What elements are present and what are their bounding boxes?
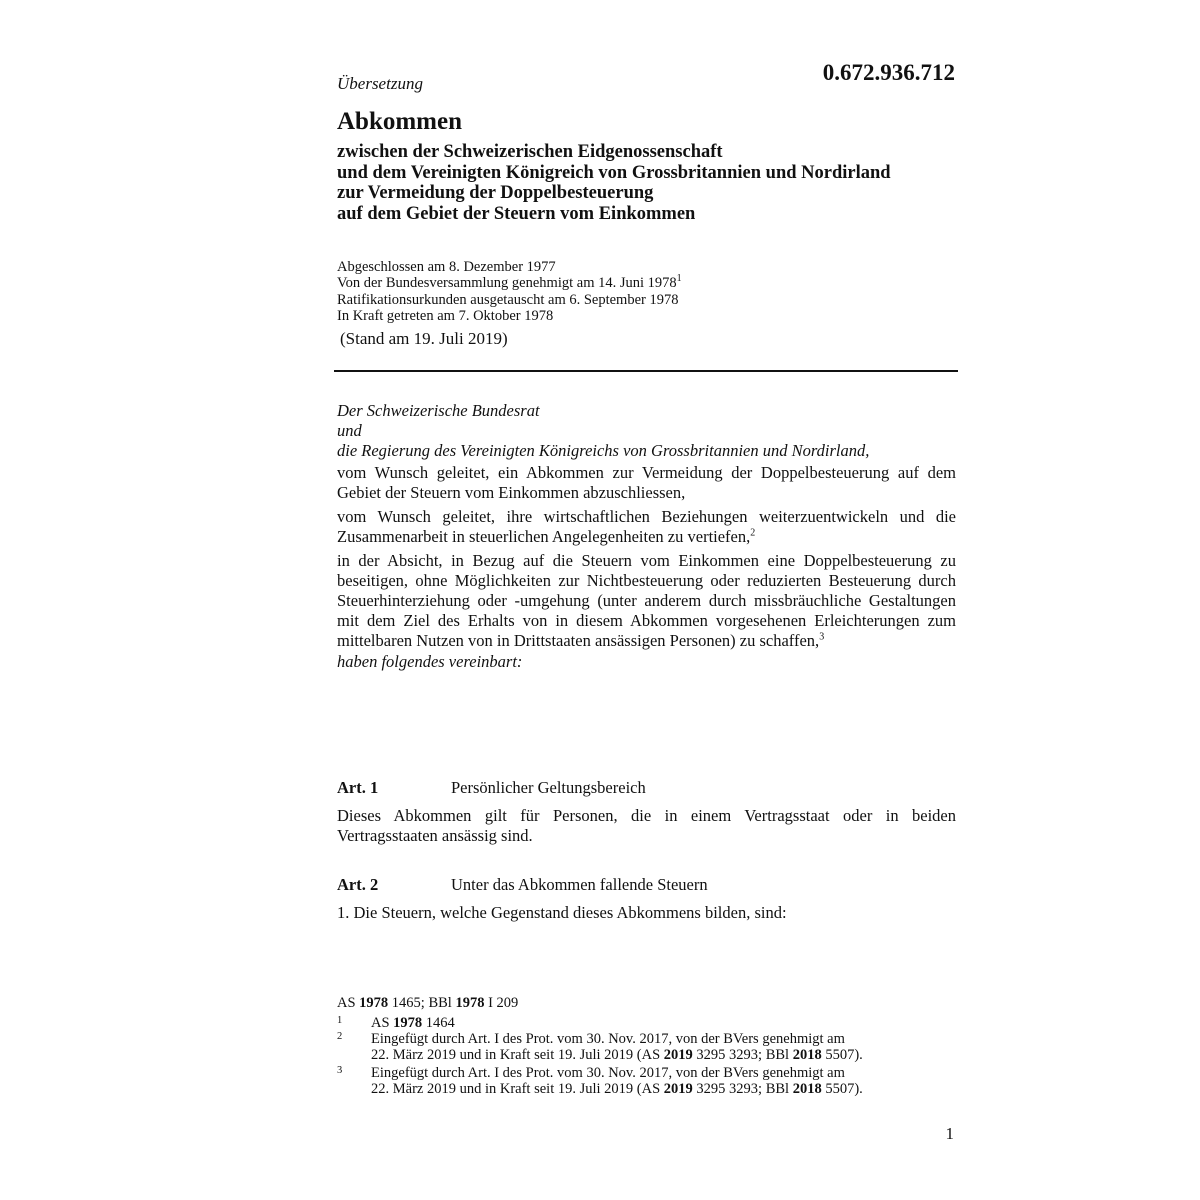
header-divider bbox=[334, 370, 958, 372]
dates-block bbox=[337, 259, 682, 324]
footnote-text-part: 3295 3293; BBl bbox=[692, 1046, 793, 1063]
article-text: 1. Die Steuern, welche Gegenstand dieses Abkommens bilden, sind: bbox=[337, 903, 787, 922]
footnote-text-part: AS bbox=[371, 1015, 394, 1031]
footnote-ref: 2 bbox=[750, 527, 756, 539]
document-subtitle bbox=[337, 142, 891, 224]
footnote-line: Eingefügt durch Art. I des Prot. vom 30. Nov. 2017, von der BVers genehmigt am bbox=[371, 1031, 845, 1047]
article-title: Persönlicher Geltungsbereich bbox=[451, 778, 646, 797]
footnote-line bbox=[371, 1048, 961, 1064]
preamble-paragraph-text: in der Absicht, in Bezug auf die Steuern vom Einkommen eine Doppelbesteuerung zu beseitigen, ohne Möglichkeiten zur Nichtbesteuerung oder reduzierten Besteuerung durch Steuerhinterziehung oder -umgehung (unter anderem durch missbräuchliche Gestaltungen mit dem Ziel des Erhalts von in diesem Abkommen vorgesehenen Erleichterungen zum mittelbaren Nutzen von in Drittstaaten ansässigen Personen) zu schaffen, bbox=[337, 551, 956, 650]
preamble-and: und bbox=[337, 421, 362, 440]
footnote-year: 2019 bbox=[663, 1046, 693, 1063]
article-heading bbox=[337, 778, 646, 798]
subtitle-line: und dem Vereinigten Königreich von Grossbritannien und Nordirland bbox=[337, 162, 891, 183]
source-text: AS bbox=[337, 995, 360, 1011]
footnote-ref: 3 bbox=[819, 631, 825, 643]
source-text: I 209 bbox=[484, 995, 519, 1011]
date-ratified: Ratifikationsurkunden ausgetauscht am 6. September 1978 bbox=[337, 291, 679, 308]
source-text: 1465; BBl bbox=[388, 995, 456, 1011]
footnote bbox=[337, 1032, 961, 1063]
source-reference bbox=[337, 995, 518, 1012]
preamble-paragraph-text: vom Wunsch geleitet, ihre wirtschaftlichen Beziehungen weiterzuentwickeln und die Zusammenarbeit in steuerlichen Angelegenheiten zu vertiefen, bbox=[337, 507, 956, 546]
sr-number: 0.672.936.712 bbox=[822, 60, 955, 85]
date-in-force: In Kraft getreten am 7. Oktober 1978 bbox=[337, 307, 554, 324]
footnote bbox=[337, 1066, 961, 1097]
article-title: Unter das Abkommen fallende Steuern bbox=[451, 875, 708, 894]
date-approved bbox=[337, 275, 682, 291]
footnote-mark: 1 bbox=[337, 1015, 343, 1026]
status-date: (Stand am 19. Juli 2019) bbox=[340, 329, 508, 348]
preamble-paragraph: vom Wunsch geleitet, ein Abkommen zur Vermeidung der Doppelbesteuerung auf dem Gebiet der Steuern vom Einkommen abzuschliessen, bbox=[337, 463, 956, 502]
article-number: Art. 1 bbox=[337, 778, 379, 797]
preamble-agreed: haben folgendes vereinbart: bbox=[337, 652, 523, 671]
footnote-mark: 3 bbox=[337, 1065, 343, 1076]
footnote-mark: 2 bbox=[337, 1031, 343, 1042]
preamble bbox=[337, 401, 956, 672]
footnote-year: 2018 bbox=[792, 1046, 822, 1063]
source-year: 1978 bbox=[359, 995, 389, 1011]
footnote-year: 1978 bbox=[393, 1015, 423, 1031]
article-heading bbox=[337, 875, 708, 895]
footnote-text-part: 22. März 2019 und in Kraft seit 19. Juli 2019 (AS bbox=[371, 1080, 664, 1097]
article-text: Dieses Abkommen gilt für Personen, die in einem Vertragsstaat oder in beiden Vertragsstaaten ansässig sind. bbox=[337, 806, 956, 845]
footnote-line: Eingefügt durch Art. I des Prot. vom 30. Nov. 2017, von der BVers genehmigt am bbox=[371, 1065, 845, 1081]
footnote-ref: 1 bbox=[676, 273, 682, 285]
footnote-text-part: 1464 bbox=[422, 1015, 455, 1031]
footnote-line bbox=[371, 1082, 961, 1098]
document-title: Abkommen bbox=[337, 108, 463, 135]
footnote-text bbox=[371, 1032, 961, 1063]
preamble-paragraph bbox=[337, 507, 956, 547]
footnote-text-part: 22. März 2019 und in Kraft seit 19. Juli 2019 (AS bbox=[371, 1046, 664, 1063]
page-number: 1 bbox=[945, 1124, 954, 1143]
translation-label: Übersetzung bbox=[337, 74, 423, 93]
footnote-text bbox=[371, 1016, 961, 1032]
footnote-year: 2018 bbox=[792, 1080, 822, 1097]
preamble-paragraph bbox=[337, 551, 956, 651]
footnote-text-part: 5507). bbox=[821, 1046, 863, 1063]
footnote-year: 2019 bbox=[663, 1080, 693, 1097]
date-concluded: Abgeschlossen am 8. Dezember 1977 bbox=[337, 259, 556, 275]
subtitle-line: auf dem Gebiet der Steuern vom Einkommen bbox=[337, 203, 696, 224]
subtitle-line: zur Vermeidung der Doppelbesteuerung bbox=[337, 183, 654, 203]
footnote-text-part: 5507). bbox=[821, 1080, 863, 1097]
footnote-text-part: 3295 3293; BBl bbox=[692, 1080, 793, 1097]
preamble-party-1: Der Schweizerische Bundesrat bbox=[337, 401, 540, 420]
article-number: Art. 2 bbox=[337, 875, 379, 894]
preamble-party-2: die Regierung des Vereinigten Königreichs von Grossbritannien und Nordirland, bbox=[337, 441, 870, 460]
footnote bbox=[337, 1016, 961, 1032]
subtitle-line: zwischen der Schweizerischen Eidgenossenschaft bbox=[337, 142, 723, 162]
footnote-text bbox=[371, 1066, 961, 1097]
source-year: 1978 bbox=[455, 995, 485, 1011]
date-approved-text: Von der Bundesversammlung genehmigt am 14. Juni 1978 bbox=[337, 275, 677, 292]
